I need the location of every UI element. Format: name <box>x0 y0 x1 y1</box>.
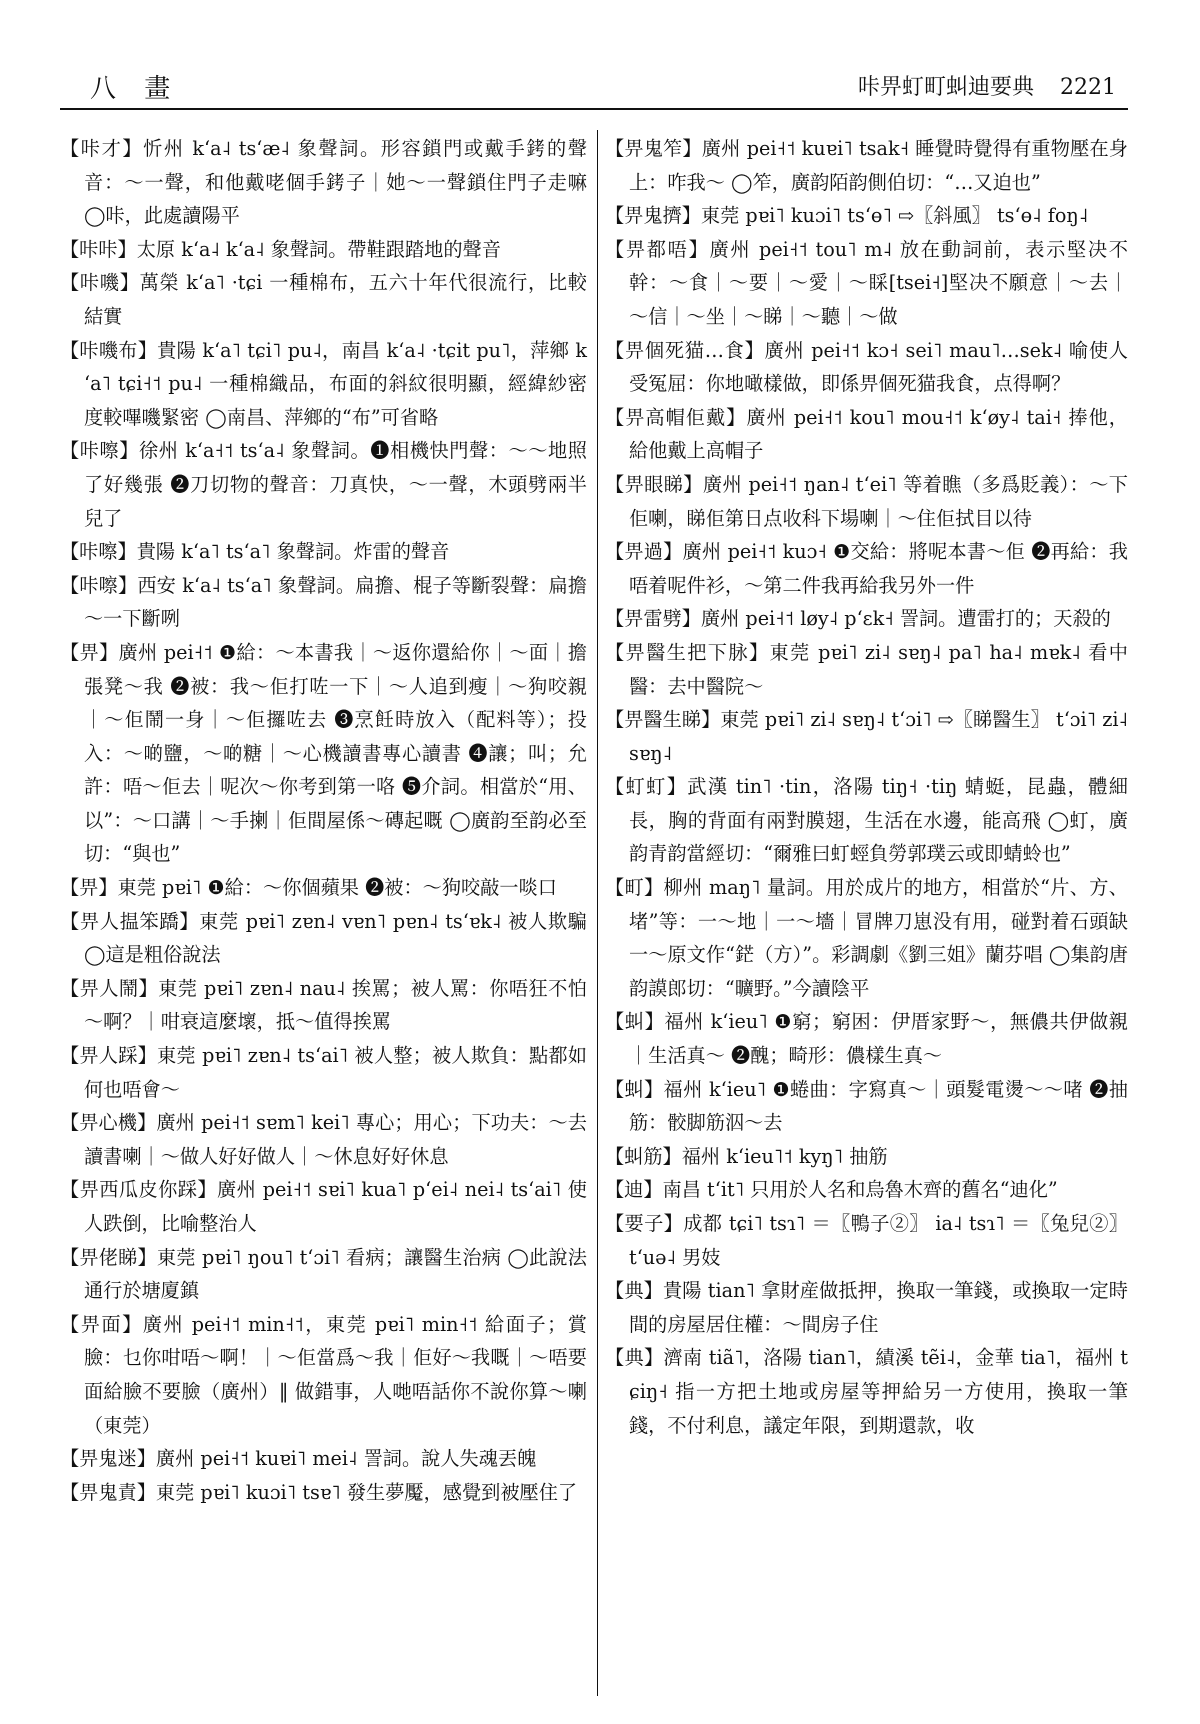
dictionary-entry: 【畀醫生睇】東莞 pɐi˥ zi˨ sɐŋ˨ tʻɔi˥ ⇨〖睇醫生〗 tʻɔi˥ zi˨ sɐŋ˨ <box>605 708 1128 765</box>
dictionary-entry: 【畀雷劈】廣州 pei˧˦ løy˨ pʻɛk˧ 詈詞。遭雷打的；天殺的 <box>605 607 1111 631</box>
dictionary-entry: 【畀人踩】東莞 pɐi˥ zɐn˨ tsʻai˥ 被人整；被人欺負：點都如何也唔會～ <box>60 1044 587 1101</box>
dictionary-entry: 【咔咔】太原 kʻa˨ kʻa˨ 象聲詞。帶鞋跟踏地的聲音 <box>60 237 501 261</box>
dictionary-entry: 【咔嘰】萬榮 kʻa˥ ·tɕi 一種棉布，五六十年代很流行，比較結實 <box>60 271 587 328</box>
dictionary-entry: 【畀個死猫…食】廣州 pei˧˦ kɔ˧ sei˥ mau˥…sek˨ 喻使人受冤屈：你地噉樣做，即係畀個死猫我食，点得啊？ <box>605 338 1128 396</box>
dictionary-entry: 【畀人揾笨蹻】東莞 pɐi˥ zɐn˨ vɐn˥ pɐn˨ tsʻɐk˨ 被人欺騙 ◯這是粗俗說法 <box>60 909 587 967</box>
dictionary-entry: 【咔嚓】西安 kʻa˨ tsʻa˥ 象聲詞。扁擔、棍子等斷裂聲：扁擔～一下斷咧 <box>60 573 587 631</box>
dictionary-entry: 【咔嚓】徐州 kʻa˧˦ tsʻa˨ 象聲詞。❶相機快門聲：～～地照了好幾張 ❷刀切物的聲音：刀真快，～一聲，木頭劈兩半兒了 <box>60 439 587 530</box>
page-number: 2221 <box>1060 75 1116 100</box>
header-rule <box>60 108 1128 110</box>
page-header <box>60 66 1128 106</box>
dictionary-entry: 【虰虰】武漢 tin˥ ·tin，洛陽 tiŋ˧ ·tiŋ 蜻蜓，昆蟲，體細長，胸的背面有兩對膜翅，生活在水邊，能高飛 ◯虰，廣韵青韵當經切：“爾雅曰虰蛵負勞郭璞云或即蜻蛉也” <box>605 775 1128 866</box>
left-column <box>60 132 587 1509</box>
dictionary-entry: 【典】貴陽 tian˥ 拿財産做抵押，換取一筆錢，或換取一定時間的房屋居住權：～間房子住 <box>605 1279 1128 1336</box>
dictionary-entry: 【畀面】廣州 pei˧˦ min˧˦，東莞 pɐi˥ min˧˦ 給面子；賞臉：乜你咁唔～啊！｜～佢當爲～我｜佢好～我嘅｜～唔要面給臉不要臉（廣州）‖ 做錯事，人哋唔話你不說你算～喇（東莞） <box>60 1312 587 1437</box>
dictionary-entry: 【畀眼睇】廣州 pei˧˦ ŋan˨ tʻei˥ 等着瞧（多爲貶義）：～下佢喇，睇佢第日点收科下場喇｜～住佢拭目以待 <box>605 472 1128 530</box>
dictionary-entry: 【虯】福州 kʻieu˥ ❶蜷曲：字寫真～｜頭髮電燙～～啫 ❷抽筋：骹脚筋泅～去 <box>605 1077 1128 1135</box>
dictionary-entry: 【虯筋】福州 kʻieu˥˦ kyŋ˥ 抽筋 <box>605 1144 888 1168</box>
dictionary-entry: 【畀鬼迷】廣州 pei˧˦ kuɐi˥ mei˨ 詈詞。說人失魂丟魄 <box>60 1447 537 1471</box>
dictionary-entry: 【咔才】忻州 kʻa˨ tsʻæ˨ 象聲詞。形容鎖門或戴手銬的聲音：～一聲，和他戴咾個手銬子｜她～一聲鎖住門子走嘛 ◯咔，此處讀陽平 <box>60 137 587 228</box>
dictionary-entry: 【畀心機】廣州 pei˧˦ sɐm˥ kei˥ 專心；用心；下功夫：～去讀書喇｜～做人好好做人｜～休息好好休息 <box>60 1111 587 1168</box>
dictionary-entry: 【咔嘰布】貴陽 kʻa˥ tɕi˥ pu˨，南昌 kʻa˨ ·tɕit pu˥，萍鄉 kʻa˥ tɕi˧˦ pu˨ 一種棉織品，布面的斜紋很明顯，經緯紗密度較嗶嘰緊密 ◯南昌、萍鄉的“布”可省略 <box>60 338 587 429</box>
dictionary-entry: 【虯】福州 kʻieu˥ ❶窮；窮困：伊厝家野～，無儂共伊做親｜生活真～ ❷醜；畸形：儂樣生真～ <box>605 1010 1128 1068</box>
dictionary-entry: 【畀】廣州 pei˧˦ ❶給：～本書我｜～返你還給你｜～面｜擔張凳～我 ❷被：我～佢打咗一下｜～人追到瘦｜～狗咬親｜～佢鬧一身｜～佢攞咗去 ❸烹飪時放入（配料等）；投入：～啲鹽，～啲糖｜～心機讀書專心讀書 ❹讓；叫；允許：唔～佢去｜呢次～你考到第一咯 ❺介詞。相當於“用、以”：～口講｜～手揦｜佢間屋係～磚起嘅 ◯廣韵至韵必至切：“與也” <box>60 640 587 866</box>
dictionary-entry: 【畀西瓜皮你踩】廣州 pei˧˦ sɐi˥ kua˥ pʻei˨ nei˨ tsʻai˥ 使人跌倒，比喻整治人 <box>60 1178 587 1235</box>
dictionary-entry: 【畀都唔】廣州 pei˧˦ tou˥ m˨ 放在動詞前，表示堅决不幹：～食｜～要｜～愛｜～睬[tsei˧]堅决不願意｜～去｜～信｜～坐｜～睇｜～聽｜～做 <box>605 237 1128 328</box>
dictionary-entry: 【迪】南昌 tʻit˥ 只用於人名和烏魯木齊的舊名“迪化” <box>605 1178 1058 1202</box>
dictionary-entry: 【畀鬼笮】廣州 pei˧˦ kuɐi˥ tsak˧ 睡覺時覺得有重物壓在身上：咋我～ ◯笮，廣韵陌韵側伯切：“…又迫也” <box>605 137 1128 194</box>
dictionary-entry: 【畀鬼責】東莞 pɐi˥ kuɔi˥ tsɐ˥ 發生夢魘，感覺到被壓住了 <box>60 1480 578 1504</box>
dictionary-entry: 【畀高帽佢戴】廣州 pei˧˦ kou˥ mou˧˦ kʻøy˨ tai˧ 捧他，給他戴上高帽子 <box>605 405 1128 463</box>
column-divider <box>597 130 598 1696</box>
dictionary-entry: 【畀佬睇】東莞 pɐi˥ ŋou˥ tʻɔi˥ 看病；讓醫生治病 ◯此說法通行於塘廈鎮 <box>60 1245 587 1303</box>
right-column <box>605 132 1128 1442</box>
dictionary-entry: 【畀醫生把下脉】東莞 pɐi˥ zi˨ sɐŋ˨ pa˥ ha˨ mɐk˨ 看中醫：去中醫院～ <box>605 640 1128 698</box>
dictionary-entry: 【畀】東莞 pɐi˥ ❶給：～你個蘋果 ❷被：～狗咬敲一啖口 <box>60 876 557 900</box>
section-label: 八 畫 <box>90 74 181 104</box>
dictionary-entry: 【町】柳州 maŋ˥ 量詞。用於成片的地方，相當於“片、方、堵”等：一～地｜一～墻｜冒牌刀崽没有用，碰對着石頭缺一～原文作“鋩（方）”。彩調劇《劉三姐》蘭芬唱 ◯集韵唐韵謨郎切：“曠野。”今讀陰平 <box>605 876 1128 1000</box>
dictionary-entry: 【畀過】廣州 pei˧˦ kuɔ˧ ❶交給：將呢本書～佢 ❷再給：我唔着呢件衫，～第二件我再給我另外一件 <box>605 540 1128 597</box>
dictionary-entry: 【典】濟南 tiã˥，洛陽 tian˥，績溪 tẽi˨，金華 tia˥，福州 tɕiŋ˧ 指一方把土地或房屋等押給另一方使用，換取一筆錢，不付利息，議定年限，到期還款，收 <box>605 1346 1128 1437</box>
header-characters: 咔畀虰町虯迪要典 <box>857 75 1034 100</box>
header-right <box>858 70 1116 101</box>
dictionary-entry: 【畀鬼擠】東莞 pɐi˥ kuɔi˥ tsʻɵ˥ ⇨〖斜風〗 tsʻɵ˨ foŋ˨ <box>605 204 1089 228</box>
dictionary-entry: 【咔嚓】貴陽 kʻa˥ tsʻa˥ 象聲詞。炸雷的聲音 <box>60 540 450 564</box>
dictionary-entry: 【畀人鬧】東莞 pɐi˥ zɐn˨ nau˨ 挨罵；被人罵：你唔狂不怕～啊？｜咁衰這麼壞，抵～值得挨罵 <box>60 976 587 1034</box>
dictionary-entry: 【要子】成都 tɕi˥ tsɿ˥ ＝〖鴨子②〗 ia˨ tsɿ˥ ＝〖兔兒②〗 tʻuə˨ 男妓 <box>605 1212 1128 1269</box>
